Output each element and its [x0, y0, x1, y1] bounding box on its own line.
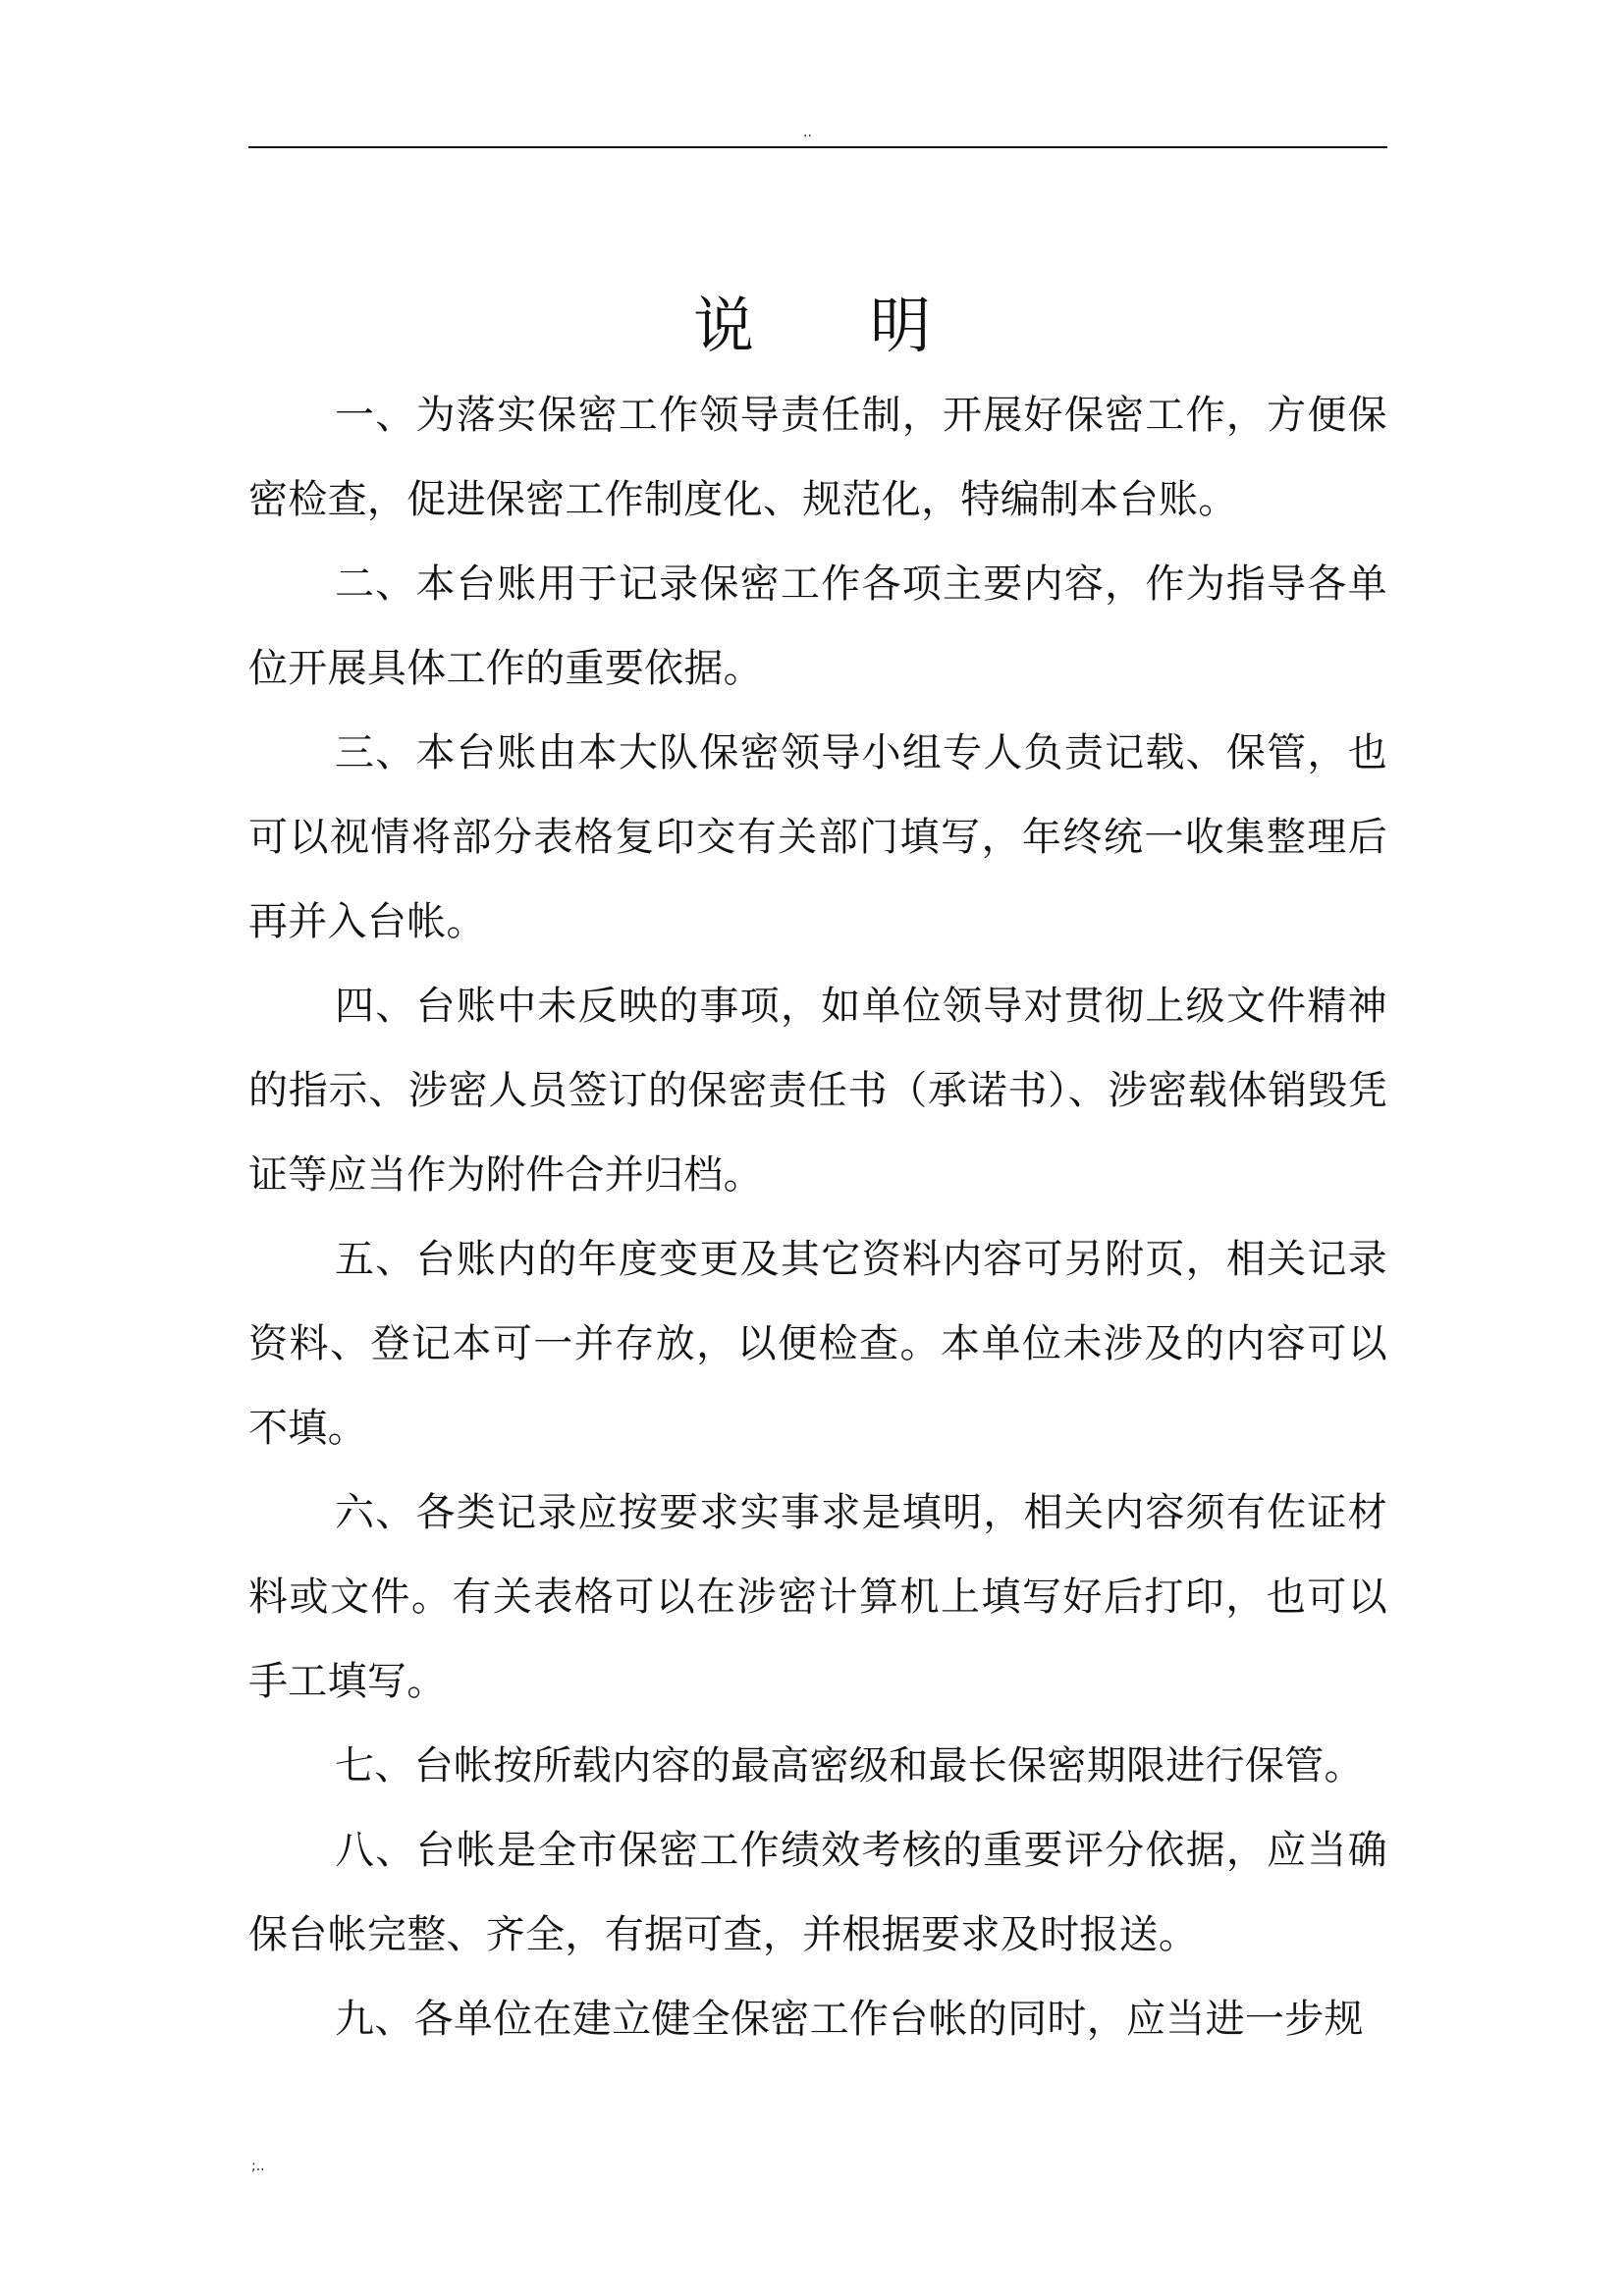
instructions-body	[248, 373, 1387, 2061]
paragraph-1: 一、为落实保密工作领导责任制，开展好保密工作，方便保密检查，促进保密工作制度化、规范化，特编制本台账。	[248, 393, 1387, 522]
page-title	[0, 287, 1624, 365]
paragraph-9: 九、各单位在建立健全保密工作台帐的同时，应当进一步规	[335, 1997, 1364, 2042]
header-rule	[248, 146, 1387, 148]
title-char-1: 说	[692, 289, 754, 361]
footer-mark: ;..	[251, 2159, 265, 2174]
paragraph-5: 五、台账内的年度变更及其它资料内容可另附页，相关记录资料、登记本可一并存放，以便检查。本单位未涉及的内容可以不填。	[248, 1237, 1387, 1451]
header-mark: ..	[803, 125, 812, 140]
paragraph-2: 二、本台账用于记录保密工作各项主要内容，作为指导各单位开展具体工作的重要依据。	[248, 561, 1387, 691]
paragraph-6: 六、各类记录应按要求实事求是填明，相关内容须有佐证材料或文件。有关表格可以在涉密计算机上填写好后打印，也可以手工填写。	[248, 1490, 1387, 1704]
paragraph-7: 七、台帐按所载内容的最高密级和最长保密期限进行保管。	[335, 1743, 1364, 1789]
title-char-2: 明	[870, 289, 932, 361]
paragraph-3: 三、本台账由本大队保密领导小组专人负责记载、保管，也可以视情将部分表格复印交有关部门填写，年终统一收集整理后再并入台帐。	[248, 730, 1387, 944]
paragraph-8: 八、台帐是全市保密工作绩效考核的重要评分依据，应当确保台帐完整、齐全，有据可查，并根据要求及时报送。	[248, 1828, 1387, 1957]
paragraph-4: 四、台账中未反映的事项，如单位领导对贯彻上级文件精神的指示、涉密人员签订的保密责任书（承诺书）、涉密载体销毁凭证等应当作为附件合并归档。	[248, 984, 1387, 1198]
